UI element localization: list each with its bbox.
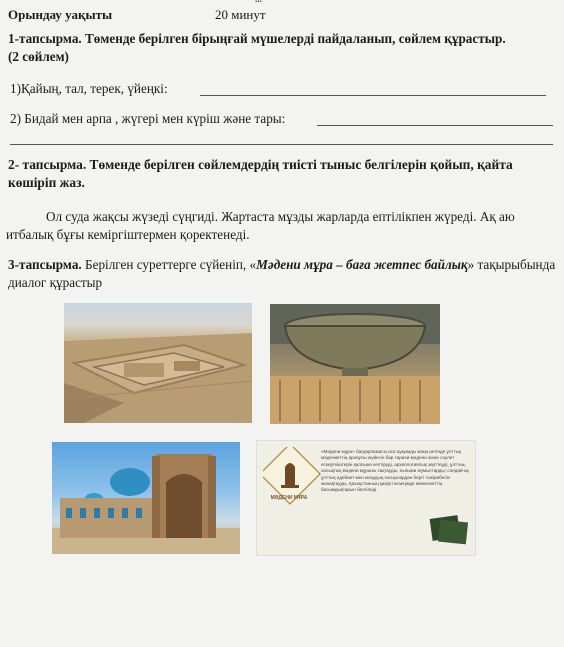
poster-body-text: «Мәдени мұра» бағдарламасы аса ауқымды жаңа ретінде ұлттық мәдениеттің арнаулы жүйесін бар тарихи-мәдени және сәулет ескерткіштерін қалпына келтіруді, археологиялық зерттеуді, ұлттық-халықтық мәдени мұраны сақтауды, ғылыми жұмыстарды; сондай-ақ ұлттық әдебиет мен жазудың ғасырлардан бергі тәжірибесін жинақтауды, Қазақстанның қазіргі кезеңінде мемлекеттің басымдықтарын белгіледі. — [321, 449, 469, 493]
task3-text: Берілген суреттерге сүйеніп, « — [81, 257, 257, 272]
book-stack-icon — [427, 511, 471, 549]
answer-line-1[interactable] — [200, 95, 546, 96]
answer-line-3[interactable] — [10, 144, 553, 145]
image-mausoleum — [52, 442, 240, 554]
task3-label: 3-тапсырма. — [8, 257, 82, 272]
answer-line-2[interactable] — [317, 125, 553, 126]
task3-topic: Мәдени мұра – баға жетпес байлық — [256, 257, 468, 272]
cauldron-drawing — [270, 304, 440, 424]
poster-logo-text: МӘДЕНИ МҰРА — [270, 495, 308, 501]
image-bronze-cauldron — [270, 304, 440, 424]
ruins-drawing — [64, 303, 252, 423]
time-value: 20 минут — [215, 7, 266, 22]
task1-note: (2 сөйлем) — [8, 49, 69, 64]
task3-text-end: » тақырыбында диалог құрастыр — [8, 257, 556, 290]
time-label: Орындау уақыты — [8, 7, 113, 22]
cut-off-top-text — [255, 0, 515, 6]
mausoleum-drawing — [52, 442, 240, 554]
task1-item1-text: 1)Қайың, тал, терек, үйеңкі: — [10, 81, 168, 96]
task3-title — [8, 256, 556, 292]
image-ancient-ruins — [64, 303, 252, 423]
task2-text: Ол суда жақсы жүзеді сүңгиді. Жартаста мұзды жарларда ептілікпен жүреді. Ақ аю итбалық бұғы кеміргіштермен қоректенеді. — [6, 209, 515, 242]
image-madeni-mura-poster — [256, 440, 476, 556]
task1-title: 1-тапсырма. Төменде берілген бірыңғай мүшелерді пайдаланып, сөйлем құрастыр. — [8, 31, 506, 46]
task2-title: 2- тапсырма. Төменде берілген сөйлемдердің тиісті тыныс белгілерін қойып, қайта көшіріп жаз. — [8, 157, 513, 190]
task1-item2-text: 2) Бидай мен арпа , жүгері мен күріш және тары: — [10, 111, 286, 126]
